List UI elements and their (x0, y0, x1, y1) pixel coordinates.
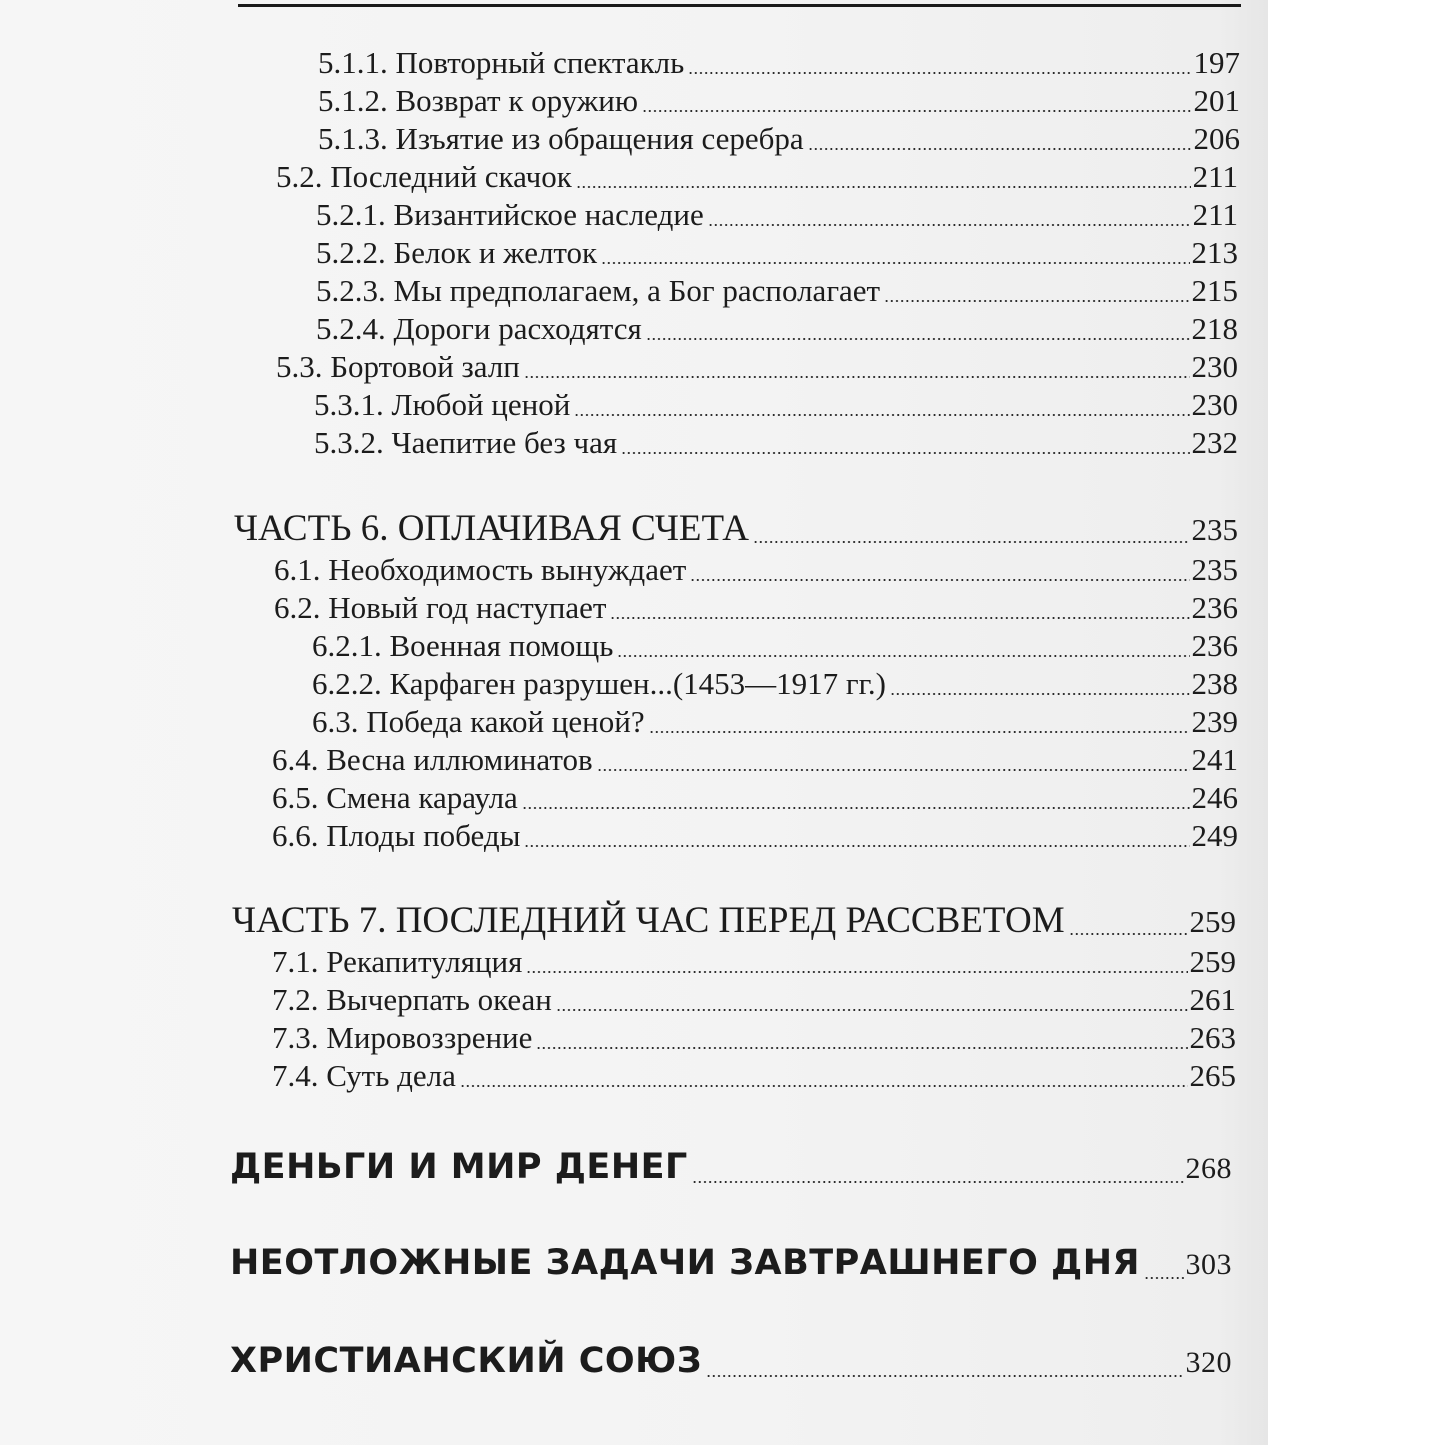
entry-title: 7.4. Суть дела (272, 1058, 456, 1093)
page-number: 263 (1189, 1020, 1236, 1055)
dot-leader (576, 186, 1191, 188)
entry-title: 5.1.3. Изъятие из обращения серебра (318, 121, 804, 156)
entry-title: 6.3. Победа какой ценой? (312, 704, 645, 739)
page-number: 235 (1191, 552, 1238, 587)
dot-leader (524, 845, 1189, 847)
page-number: 268 (1185, 1152, 1232, 1185)
page-number: 215 (1191, 273, 1238, 308)
page-number: 197 (1193, 45, 1240, 80)
entry-title: 6.2. Новый год наступает (274, 590, 607, 625)
toc-entry-6-6[interactable] (272, 818, 1238, 856)
entry-title: 5.2. Последний скачок (276, 159, 572, 194)
entry-title: 6.5. Смена караула (272, 780, 518, 815)
page-number: 211 (1192, 197, 1238, 232)
page-number: 259 (1189, 944, 1236, 979)
page-number: 230 (1191, 349, 1238, 384)
dot-leader (808, 148, 1192, 150)
page-number: 261 (1189, 982, 1236, 1017)
page-number: 235 (1191, 512, 1238, 547)
dot-leader (522, 807, 1190, 809)
page-number: 265 (1189, 1058, 1236, 1093)
toc-entry-6-5[interactable] (272, 780, 1238, 818)
top-rule (238, 4, 1241, 7)
page-number: 303 (1185, 1248, 1232, 1281)
page-number: 320 (1185, 1346, 1232, 1379)
entry-title: 5.2.4. Дороги расходятся (316, 311, 642, 346)
toc-entry-5-2-2[interactable] (316, 235, 1238, 273)
toc-entry-5-1-1[interactable] (318, 45, 1240, 83)
dot-leader (646, 338, 1190, 340)
toc-entry-7-2[interactable] (272, 982, 1236, 1020)
dot-leader (649, 731, 1190, 733)
dot-leader (688, 72, 1191, 74)
dot-leader (556, 1009, 1188, 1011)
page-number: 238 (1191, 666, 1238, 701)
dot-leader (692, 1181, 1184, 1183)
toc-entry-6-1[interactable] (274, 552, 1238, 590)
entry-title: 7.2. Вычерпать океан (272, 982, 552, 1017)
toc-entry-6-2-2[interactable] (312, 666, 1238, 704)
section-title: ХРИСТИАНСКИЙ СОЮЗ (230, 1341, 703, 1381)
entry-title: 5.1.1. Повторный спектакль (318, 45, 685, 80)
part-title: ЧАСТЬ 7. ПОСЛЕДНИЙ ЧАС ПЕРЕД РАССВЕТОМ (232, 900, 1065, 941)
toc-entry-5-2[interactable] (276, 159, 1238, 197)
toc-entry-5-1-3[interactable] (318, 121, 1240, 159)
entry-title: 7.3. Мировоззрение (272, 1020, 533, 1055)
page-number: 218 (1191, 311, 1238, 346)
dot-leader (526, 971, 1187, 973)
page-number: 201 (1193, 83, 1240, 118)
dot-leader (642, 110, 1192, 112)
dot-leader (690, 579, 1189, 581)
toc-entry-7-4[interactable] (272, 1058, 1236, 1096)
page-number: 236 (1191, 590, 1238, 625)
toc-entry-5-2-1[interactable] (316, 197, 1238, 235)
page-number: 239 (1191, 704, 1238, 739)
page-number: 211 (1192, 159, 1238, 194)
entry-title: 5.1.2. Возврат к оружию (318, 83, 638, 118)
section-title: НЕОТЛОЖНЫЕ ЗАДАЧИ ЗАВТРАШНЕГО ДНЯ (230, 1243, 1140, 1283)
toc-entry-6-3[interactable] (312, 704, 1238, 742)
entry-title: 6.2.1. Военная помощь (312, 628, 614, 663)
entry-title: 7.1. Рекапитуляция (272, 944, 523, 979)
page-number: 232 (1191, 425, 1238, 460)
page-number: 230 (1191, 387, 1238, 422)
dot-leader (1069, 933, 1188, 935)
entry-title: 5.2.2. Белок и желток (316, 235, 598, 270)
toc-part-7-heading[interactable] (232, 900, 1236, 944)
toc-entry-6-2-1[interactable] (312, 628, 1238, 666)
toc-major-section-1[interactable] (230, 1146, 1232, 1192)
dot-leader (1144, 1277, 1184, 1279)
entry-title: 6.2.2. Карфаген разрушен...(1453—1917 гг.) (312, 666, 886, 701)
part-title: ЧАСТЬ 6. ОПЛАЧИВАЯ СЧЕТА (234, 508, 749, 549)
toc-major-section-3[interactable] (230, 1340, 1232, 1386)
page-number: 246 (1191, 780, 1238, 815)
dot-leader (706, 1375, 1183, 1377)
dot-leader (621, 452, 1189, 454)
dot-leader (884, 300, 1189, 302)
entry-title: 6.4. Весна иллюминатов (272, 742, 593, 777)
dot-leader (597, 769, 1190, 771)
entry-title: 6.1. Необходимость вынуждает (274, 552, 687, 587)
toc-entry-6-2[interactable] (274, 590, 1238, 628)
toc-major-section-2[interactable] (230, 1242, 1232, 1288)
dot-leader (708, 224, 1191, 226)
toc-entry-5-1-2[interactable] (318, 83, 1240, 121)
page-number: 249 (1191, 818, 1238, 853)
dot-leader (601, 262, 1189, 264)
entry-title: 5.3.2. Чаепитие без чая (314, 425, 618, 460)
toc-part-6-heading[interactable] (234, 508, 1238, 552)
toc-entry-5-3[interactable] (276, 349, 1238, 387)
dot-leader (890, 693, 1190, 695)
entry-title: 5.3.1. Любой ценой (314, 387, 571, 422)
toc-entry-5-3-1[interactable] (314, 387, 1238, 425)
entry-title: 5.3. Бортовой залп (276, 349, 520, 384)
dot-leader (617, 655, 1189, 657)
page-number: 259 (1189, 904, 1236, 939)
entry-title: 6.6. Плоды победы (272, 818, 521, 853)
dot-leader (524, 376, 1190, 378)
toc-entry-5-2-4[interactable] (316, 311, 1238, 349)
page-number: 241 (1191, 742, 1238, 777)
toc-entry-6-4[interactable] (272, 742, 1238, 780)
dot-leader (536, 1047, 1187, 1049)
page-number: 206 (1193, 121, 1240, 156)
entry-title: 5.2.1. Византийское наследие (316, 197, 704, 232)
toc-entry-7-1[interactable] (272, 944, 1236, 982)
dot-leader (460, 1085, 1188, 1087)
toc-entry-7-3[interactable] (272, 1020, 1236, 1058)
dot-leader (610, 617, 1189, 619)
dot-leader (753, 541, 1190, 543)
dot-leader (574, 414, 1189, 416)
toc-entry-5-2-3[interactable] (316, 273, 1238, 311)
toc-entry-5-3-2[interactable] (314, 425, 1238, 463)
page-number: 213 (1191, 235, 1238, 270)
section-title: ДЕНЬГИ И МИР ДЕНЕГ (230, 1147, 688, 1187)
entry-title: 5.2.3. Мы предполагаем, а Бог располагает (316, 273, 881, 308)
page-number: 236 (1191, 628, 1238, 663)
